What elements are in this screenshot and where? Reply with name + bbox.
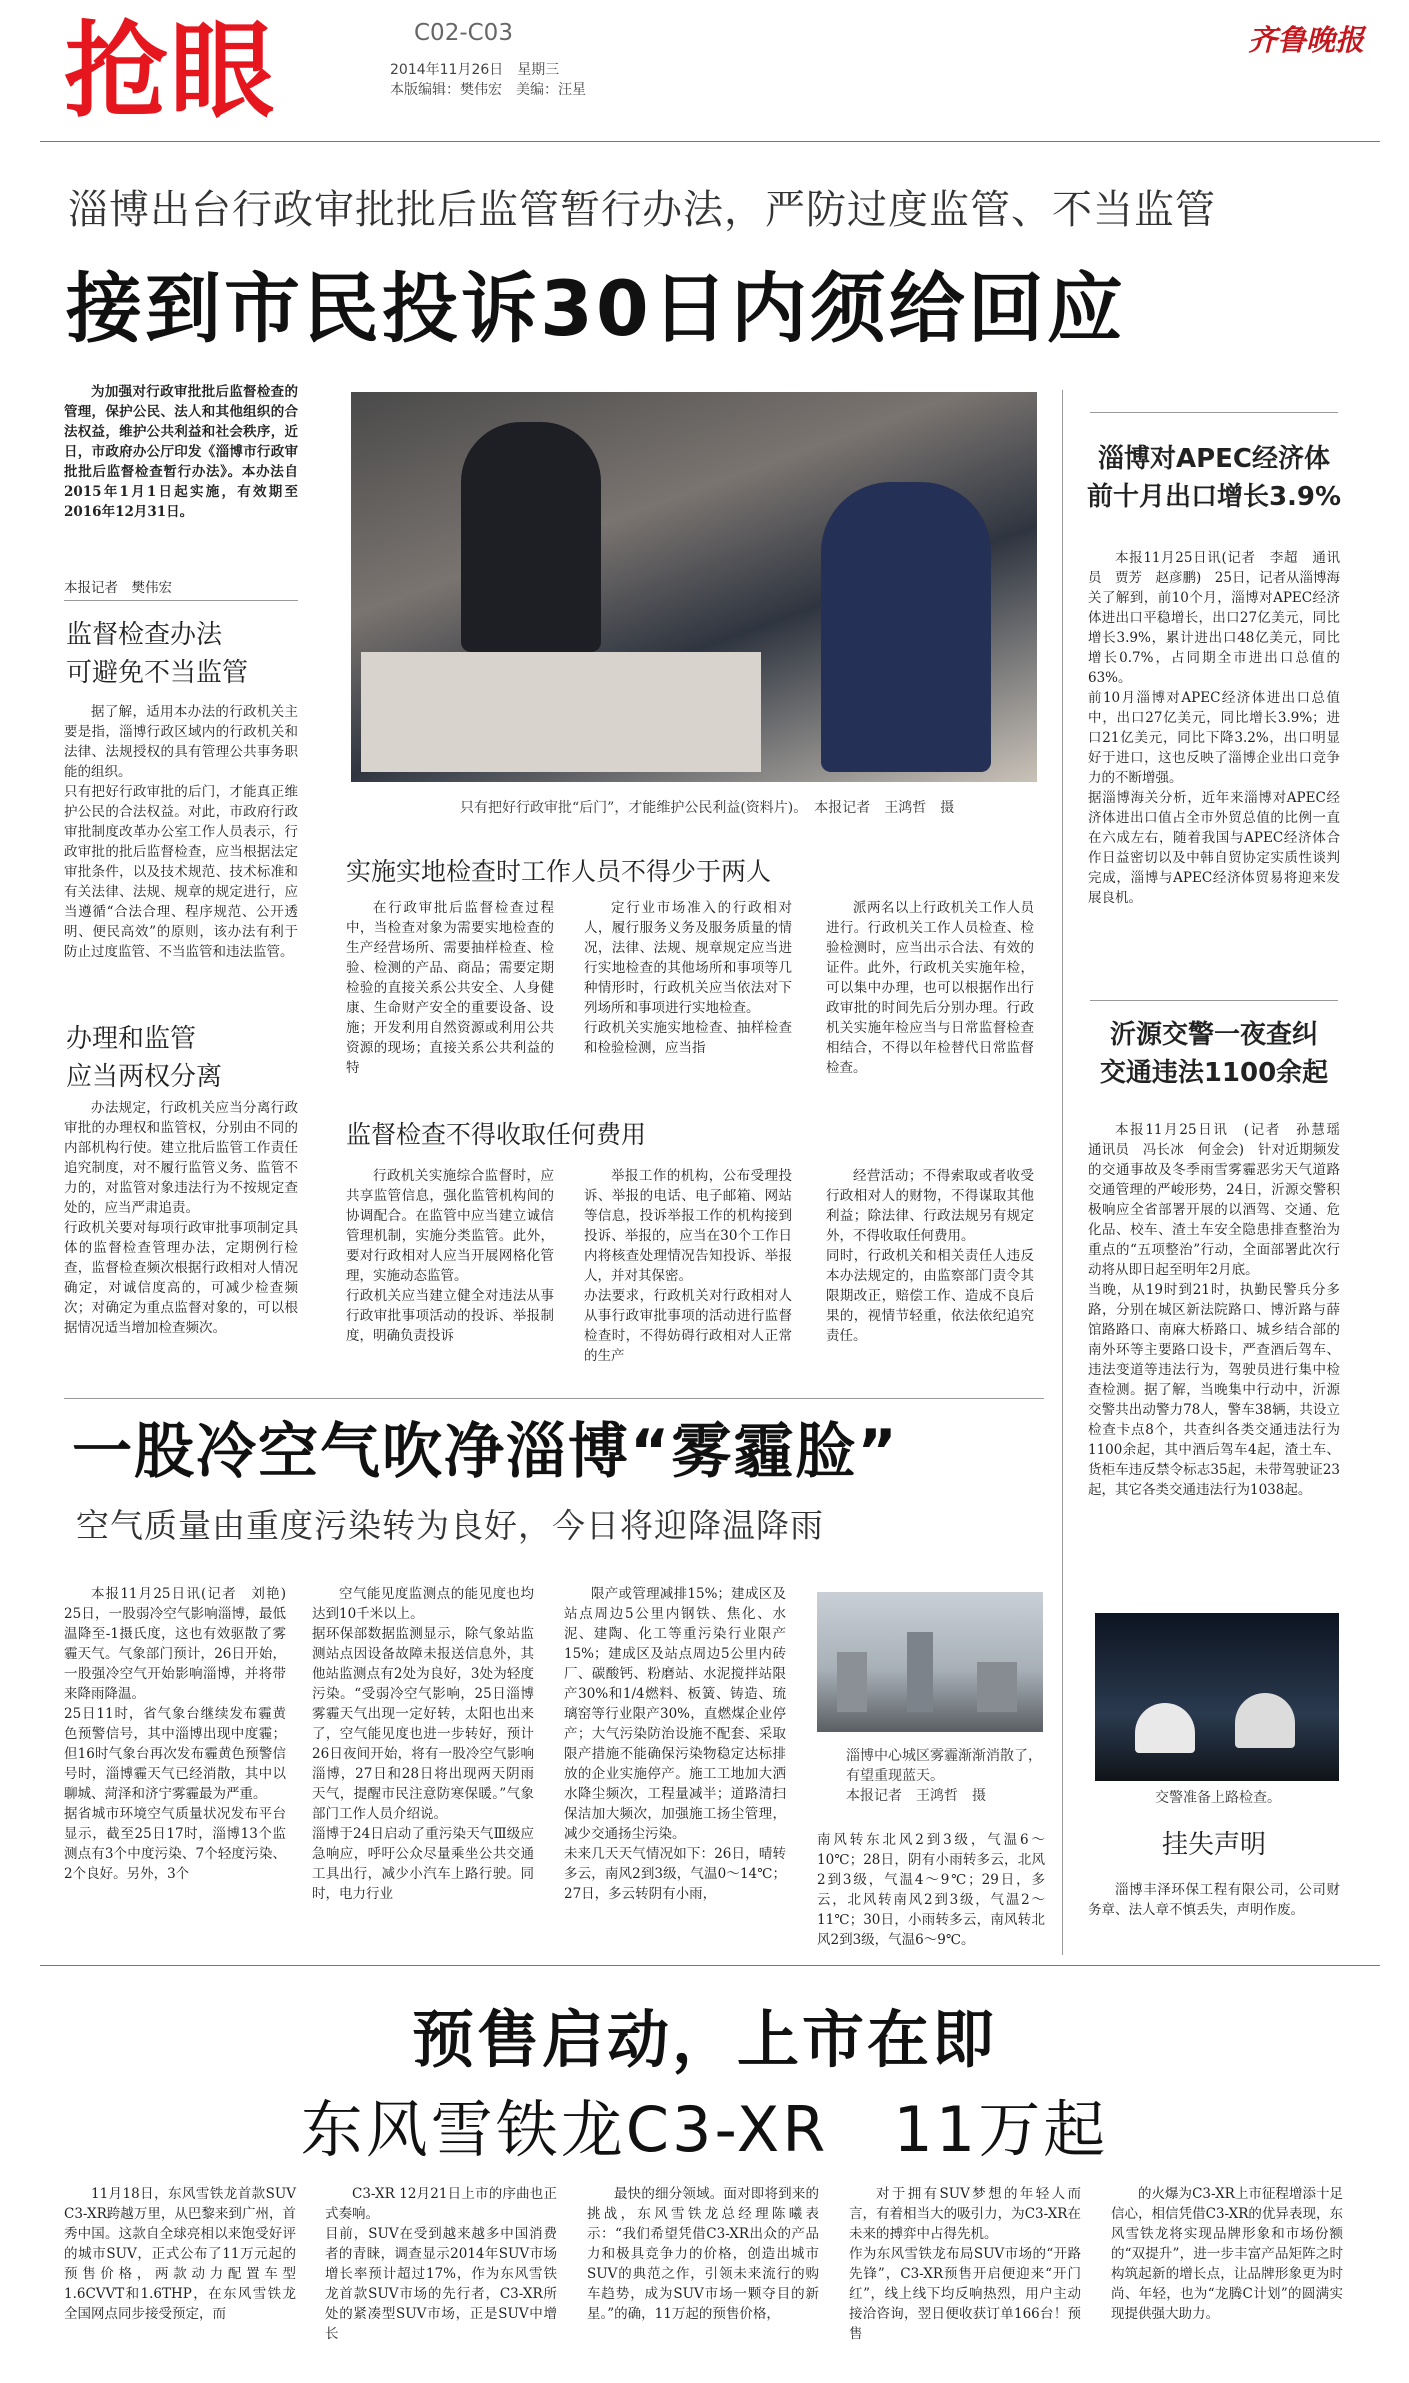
story1-subtitle: 淄博出台行政审批批后监管暂行办法，严防过度监管、不当监管: [68, 187, 1216, 233]
ad-headline-1: 预售启动，上市在即: [411, 2003, 997, 2076]
side2-title: 沂源交警一夜查纠 交通违法1100余起: [1099, 1020, 1329, 1088]
issue-date: 2014年11月26日 星期三: [390, 62, 560, 78]
sec4-col1: 行政机关实施综合监督时，应共享监管信息，强化监管机构间的协调配合。在监管中应当建立诚信管理机制，实施分类监管。此外，要对行政相对人应当开展网格化管理，实施动态监管。 行政机关应当建立健全对违法从事行政审批事项活动的投诉、举报制度，明确负责投诉: [346, 1168, 554, 1344]
ad-col2: C3-XR 12月21日上市的序曲也正式奏响。 目前，SUV在受到越来越多中国消费者的青睐，调查显示2014年SUV市场增长率预计超过17%，作为东风雪铁龙首款SUV市场的先行者，C3-XR所处的紧凑型SUV市场，正是SUV中增长: [325, 2186, 557, 2342]
column-divider: [1062, 390, 1063, 1955]
ad-top-rule: [40, 1965, 1380, 1966]
sec4-col3: 经营活动；不得索取或者收受行政相对人的财物，不得谋取其他利益；除法律、行政法规另有规定外，不得收取任何费用。 同时，行政机关和相关责任人违反本办法规定的，由监察部门责令其限期改正，赔偿工作、造成不良后果的，视情节轻重，依法依纪追究责任。: [826, 1168, 1034, 1344]
masthead-divider: [40, 141, 1380, 142]
sec4-heading: 监督检查不得收取任何费用: [346, 1120, 647, 1149]
story2-title: 一股冷空气吹净淄博“雾霾脸”: [72, 1417, 899, 1487]
story2-col2: 空气能见度监测点的能见度也均达到10千米以上。 据环保部数据监测显示，除气象站监测站点因设备故障未报送信息外，其他站监测点有2处为良好，3处为轻度污染。“受弱冷空气影响，25日淄博雾霾天气出现一定好转，太阳也出来了，空气能见度也进一步转好，预计26日夜间开始，将有一股冷空气影响淄博，27日和28日将出现两天阴雨天气，提醒市民注意防寒保暖。”气象部门工作人员介绍说。 淄博于24日启动了重污染天气Ⅲ级应急响应，呼吁公众尽量乘坐公共交通工具出行，减少小汽车上路行驶。同时，电力行业: [312, 1586, 534, 1902]
side2-top-rule: [1090, 1000, 1338, 1001]
story2-top-rule: [64, 1398, 1044, 1399]
photo-desk: [361, 652, 761, 772]
photo-building-1: [837, 1652, 867, 1712]
masthead: [64, 9, 1394, 140]
byline-divider: [64, 600, 298, 601]
editor-credit: 本版编辑：樊伟宏 美编：汪星: [390, 82, 586, 98]
newspaper-brand: 齐鲁晚报: [1247, 23, 1364, 57]
sec3-col2: 定行业市场准入的行政相对人，履行服务义务及服务质量的情况，法律、法规、规章规定应当进行实地检查的其他场所和事项等几种情形时，行政机关应当依法对下列场所和事项进行实地检查。 行政机关实施实地检查、抽样检查和检验检测，应当指: [584, 900, 792, 1056]
side1-title: 淄博对APEC经济体 前十月出口增长3.9%: [1086, 444, 1342, 512]
page-code: C02-C03: [414, 20, 513, 46]
side2-photo: [1095, 1613, 1339, 1781]
sec2-heading: 办理和监管 应当两权分离: [66, 1024, 223, 1092]
notice-body: 淄博丰泽环保工程有限公司，公司财务章、法人章不慎丢失，声明作废。: [1088, 1882, 1340, 1918]
sec4-col2: 举报工作的机构，公布受理投诉、举报的电话、电子邮箱、网站等信息，投诉举报工作的机构接到投诉、举报的，应当在30个工作日内将核查处理情况告知投诉、举报人，并对其保密。 办法要求，行政机关对行政相对人从事行政审批事项的活动进行监督检查时，不得妨碍行政相对人正常的生产: [584, 1168, 792, 1364]
story1-title: 接到市民投诉30日内须给回应: [66, 264, 1126, 353]
story2-col3: 限产或管理减排15%；建成区及站点周边5公里内钢铁、焦化、水泥、建陶、化工等重污染行业限产15%；建成区及站点周边5公里内砖厂、碳酸钙、粉磨站、水泥搅拌站限产30%和1/4燃料、板簧、铸造、琉璃窑等行业限产30%，直燃煤企业停产；大气污染防治设施不配套、采取限产措施不能确保污染物稳定达标排放的企业实施停产。施工工地加大洒水降尘频次，工程量减半；道路清扫保洁加大频次，加强施工扬尘管理，减少交通扬尘污染。 未来几天天气情况如下：26日，晴转多云，南风2到3级，气温0～14℃；27日，多云转阴有小雨，: [564, 1586, 786, 1902]
ad-col4: 对于拥有SUV梦想的年轻人而言，有着相当大的吸引力，为C3-XR在未来的搏弈中占得先机。 作为东风雪铁龙布局SUV市场的“开路先锋”，C3-XR预售开启便迎来“开门红”，线上线下均反响热烈，用户主动接洽咨询，翌日便收获订单166台！预售: [849, 2186, 1081, 2342]
sec1-body: 据了解，适用本办法的行政机关主要是指，淄博行政区域内的行政机关和法律、法规授权的具有管理公共事务职能的组织。 只有把好行政审批的后门，才能真正维护公民的合法权益。对此，市政府行政审批制度改革办公室工作人员表示，行政审批的批后监督检查，应当根据法定审批条件，以及技术规范、技术标准和有关法律、法规、规章的规定进行，应当遵循“合法合理、程序规范、公开透明、便民高效”的原则，该办法有利于防止过度监管、不当监管和违法监管。: [64, 704, 298, 960]
notice-title: 挂失声明: [1161, 1830, 1266, 1860]
story1-lead: [64, 382, 298, 522]
sec3-col1: 在行政审批后监督检查过程中，当检查对象为需要实地检查的生产经营场所、需要抽样检查、检验、检测的产品、商品；需要定期检验的直接关系公共安全、人身健康、生命财产安全的重要设备、设施；开发利用自然资源或利用公共资源的现场；直接关系公共利益的特: [346, 900, 554, 1076]
sec3-col3: 派两名以上行政机关工作人员进行。行政机关工作人员检查、检验检测时，应当出示合法、有效的证件。此外，行政机关实施年检，可以集中办理，也可以根据作出行政审批的时间先后分别办理。行政机关实施年检应当与日常监督检查相结合，不得以年检替代日常监督检查。: [826, 900, 1034, 1076]
photo-motorcycle-2: [1235, 1693, 1295, 1748]
story2-photo-caption: 淄博中心城区雾霾渐渐消散了，有望重现蓝天。 本报记者 王鸿哲 摄: [846, 1748, 1042, 1804]
story1-photo: [351, 392, 1037, 782]
photo-figure-man: [461, 422, 601, 652]
story2-col4: 南风转东北风2到3级，气温6～10℃；28日，阴有小雨转多云，北风2到3级，气温4～9℃；29日，多云，北风转南风2到3级，气温2～11℃；30日，小雨转多云，南风转北风2到3级，气温6～9℃。: [817, 1832, 1045, 1948]
ad-col1: 11月18日，东风雪铁龙首款SUV C3-XR跨越万里，从巴黎来到广州，首秀中国。这款自全球亮相以来饱受好评的城市SUV，正式公布了11万元起的预售价格，两款动力配置车型1.6CVVT和1.6THP，在东风雪铁龙全国网点同步接受预定，而: [64, 2186, 296, 2322]
ad-headline-2: 东风雪铁龙C3-XR 11万起: [300, 2093, 1109, 2166]
photo-building-3: [977, 1662, 1017, 1712]
side1-body: 本报11月25日讯(记者 李超 通讯员 贾芳 赵彦鹏) 25日，记者从淄博海关了解到，前10个月，淄博对APEC经济体进出口平稳增长，出口27亿美元，同比增长3.9%，累计进出口48亿美元，同比增长0.7%，占同期全市进出口总值的63%。 前10月淄博对APEC经济体进出口总值中，出口27亿美元，同比增长3.9%；进口21亿美元，同比下降3.2%，出口明显好于进口，这也反映了淄博企业出口竞争力的不断增强。 据淄博海关分析，近年来淄博对APEC经济体进出口值占全市外贸总值的比例一直在六成左右，随着我国与APEC经济体合作日益密切以及中韩自贸协定实质性谈判完成，淄博与APEC经济体贸易将迎来发展良机。: [1088, 550, 1340, 906]
side1-top-rule: [1090, 412, 1338, 413]
story2-col1: 本报11月25日讯(记者 刘艳) 25日，一股弱冷空气影响淄博，最低温降至-1摄氏度，这也有效驱散了雾霾天气。气象部门预计，26日开始，一股强冷空气开始影响淄博，并将带来降雨降温。 25日11时，省气象台继续发布霾黄色预警信号，其中淄博出现中度霾；但16时气象台再次发布霾黄色预警信号时，淄博霾天气已经消散，其中以聊城、菏泽和济宁雾霾最为严重。 据省城市环境空气质量状况发布平台显示，截至25日17时，淄博13个监测点有3个中度污染、7个轻度污染、2个良好。另外，3个: [64, 1586, 286, 1882]
story1-byline: 本报记者 樊伟宏: [64, 580, 172, 596]
story1-photo-caption: 只有把好行政审批“后门”，才能维护公民利益(资料片)。 本报记者 王鸿哲 摄: [460, 800, 955, 816]
ad-col3: 最快的细分领域。面对即将到来的挑战，东风雪铁龙总经理陈曦表示：“我们希望凭借C3-XR出众的产品力和极具竞争力的价格，创造出城市SUV的典范之作，引领未来流行的购车趋势，成为SUV市场一颗夺目的新星。”的确，11万起的预售价格，: [587, 2186, 819, 2322]
sec2-body: 办法规定，行政机关应当分离行政审批的办理权和监管权，分别由不同的内部机构行使。建立批后监管工作责任追究制度，对不履行监管义务、监管不力的，对监管对象违法行为不按规定查处的，应当严肃追责。 行政机关要对每项行政审批事项制定具体的监督检查管理办法，定期例行检查，监督检查频次根据行政相对人情况确定，对诚信度高的，可减少检查频次；对确定为重点监督对象的，可以根据情况适当增加检查频次。: [64, 1100, 298, 1336]
side2-photo-caption: 交警准备上路检查。: [1155, 1790, 1281, 1806]
story2-subtitle: 空气质量由重度污染转为良好，今日将迎降温降雨: [76, 1506, 824, 1545]
photo-figure-officer: [821, 482, 991, 772]
photo-motorcycle-1: [1135, 1703, 1195, 1753]
sec1-heading: 监督检查办法 可避免不当监管: [66, 620, 249, 688]
photo-building-2: [907, 1632, 933, 1712]
ad-col5: 的火爆为C3-XR上市征程增添十足信心，相信凭借C3-XR的优异表现，东风雪铁龙将实现品牌形象和市场份额的“双提升”，进一步丰富产品矩阵之时构筑起新的增长点，让品牌形象更为时尚、年轻，也为“龙腾C计划”的圆满实现提供强大助力。: [1111, 2186, 1343, 2322]
side2-body: 本报11月25日讯 (记者 孙慧瑶 通讯员 冯长冰 何金会) 针对近期频发的交通事故及冬季雨雪雾霾恶劣天气道路交通管理的严峻形势，24日，沂源交警积极响应全省部署开展的以酒驾、交通、危化品、校车、渣土车安全隐患排查整治为重点的“五项整治”行动，全面部署此次行动将从即日起至明年2月底。 当晚，从19时到21时，执勤民警兵分多路，分别在城区新法院路口、博沂路与薛馆路路口、南麻大桥路口、城乡结合部的南外环等主要路口设卡，严查酒后驾车、违法变道等违法行为，驾驶员进行集中检查检测。据了解，当晚集中行动中，沂源交警共出动警力78人，警车38辆，共设立检查卡点8个，共查纠各类交通违法行为1100余起，其中酒后驾车4起，渣土车、货柜车违反禁令标志35起，未带驾驶证23起，其它各类交通违法行为1038起。: [1088, 1122, 1340, 1498]
sec3-heading: 实施实地检查时工作人员不得少于两人: [346, 857, 772, 886]
dateline: [390, 60, 586, 100]
story2-photo: [817, 1592, 1043, 1732]
lead-paragraph: 为加强对行政审批批后监督检查的管理，保护公民、法人和其他组织的合法权益，维护公共利益和社会秩序，近日，市政府办公厅印发《淄博市行政审批批后监督检查暂行办法》。本办法自2015年1月1日起实施，有效期至2016年12月31日。: [64, 384, 298, 520]
section-logo: 抢眼: [64, 9, 277, 132]
